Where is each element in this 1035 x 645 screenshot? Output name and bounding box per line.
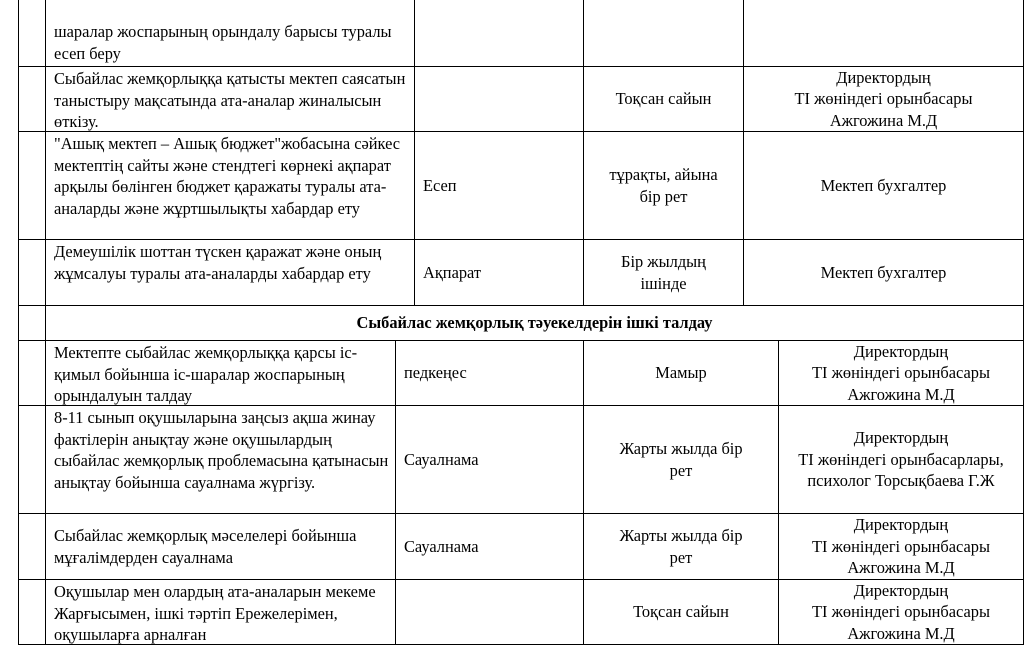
period-text: Тоқсан сайын — [633, 602, 729, 622]
period-line: рет — [669, 547, 693, 567]
form-cell — [396, 406, 584, 513]
activity-cell — [46, 514, 396, 579]
responsible-line: Ажгожина М.Д — [847, 384, 955, 404]
responsible-line: Ажгожина М.Д — [829, 110, 938, 130]
responsible-cell — [779, 580, 1023, 644]
responsible-line: Директордың — [853, 580, 949, 600]
form-cell — [396, 514, 584, 579]
period-text: Тоқсан сайын — [615, 89, 712, 109]
activity-cell — [46, 67, 415, 131]
row-number-cell — [19, 406, 46, 513]
period-line: Бір жылдың — [621, 252, 706, 271]
period-cell — [584, 240, 744, 305]
responsible-line: Директордың — [836, 67, 931, 87]
row-number-cell — [19, 67, 46, 131]
table-row — [18, 67, 1024, 132]
row-number-cell — [19, 341, 46, 405]
responsible-line: ТІ жөніндегі орынбасары — [812, 602, 990, 622]
period-line: Жарты жылда бір — [619, 526, 743, 545]
responsible-line: Мектеп бухгалтер — [820, 262, 947, 282]
activity-text: Демеушілік шоттан түскен қаражат және оның жұмсалуы туралы ата-аналарды хабардар ету — [54, 242, 382, 283]
form-text: Ақпарат — [423, 262, 482, 282]
responsible-cell — [744, 132, 1023, 239]
row-number-cell — [19, 132, 46, 239]
section-title — [46, 306, 1023, 340]
responsible-line: психолог Торсықбаева Г.Ж — [807, 471, 995, 491]
activity-cell — [46, 580, 396, 644]
activity-text: Сыбайлас жемқорлыққа қатысты мектеп саясатын таныстыру мақсатында ата-аналар жиналысын өткізу. — [54, 69, 406, 131]
period-line: Жарты жылда бір — [619, 439, 743, 458]
activity-text: Мектепте сыбайлас жемқорлыққа қарсы іс-қимыл бойынша іс-шаралар жоспарының орындалуын талдау — [54, 343, 358, 405]
table-row — [18, 240, 1024, 306]
responsible-line: Директордың — [853, 428, 949, 448]
table-row — [18, 0, 1024, 67]
period-cell — [584, 341, 779, 405]
period-line: бір рет — [639, 186, 688, 206]
activity-text: Оқушылар мен олардың ата-аналарын мекеме Жарғысымен, ішкі тәртіп Ережелерімен, оқушыларға арналған — [54, 582, 376, 644]
row-number-cell — [19, 306, 46, 340]
row-number-cell — [19, 514, 46, 579]
responsible-line: ТІ жөніндегі орынбасары — [812, 363, 990, 383]
activity-text: шаралар жоспарының орындалу барысы туралы есеп беру — [54, 22, 392, 63]
form-text: Сауалнама — [404, 536, 479, 556]
row-number-cell — [19, 240, 46, 305]
responsible-cell — [744, 240, 1023, 305]
period-cell — [584, 406, 779, 513]
activity-text: "Ашық мектеп – Ашық бюджет"жобасына сәйкес мектептің сайты және стендтегі көрнекі ақпарат арқылы бөлінген бюджет қаражаты туралы ата-аналарды және жұртшылықты хабардар ету — [54, 134, 401, 218]
row-number-cell — [19, 580, 46, 644]
section-header-row — [18, 306, 1024, 341]
period-line: рет — [669, 460, 693, 480]
period-cell — [584, 0, 744, 66]
form-cell — [415, 67, 584, 131]
form-cell — [415, 240, 584, 305]
row-number-cell — [19, 0, 46, 66]
section-title-text: Сыбайлас жемқорлық тәуекелдерін ішкі талдау — [356, 313, 713, 333]
responsible-line: Директордың — [853, 515, 949, 535]
activity-cell — [46, 132, 415, 239]
period-cell — [584, 132, 744, 239]
responsible-cell — [779, 514, 1023, 579]
table-row — [18, 580, 1024, 645]
activity-cell — [46, 0, 415, 66]
table-row — [18, 514, 1024, 580]
form-cell — [415, 0, 584, 66]
activity-text: 8-11 сынып оқушыларына заңсыз ақша жинау фактілерін анықтау және оқушылардың сыбайлас жемқорлық проблемасына қатынасын анықтау бойынша сауалнама жүргізу. — [54, 408, 389, 492]
activity-text: Сыбайлас жемқорлық мәселелері бойынша мұғалімдерден сауалнама — [54, 526, 357, 567]
period-line: тұрақты, айына — [609, 165, 718, 184]
plan-table — [18, 0, 1024, 645]
responsible-cell — [779, 406, 1023, 513]
responsible-line: Ажгожина М.Д — [847, 558, 955, 578]
responsible-line: ТІ жөніндегі орынбасары — [794, 89, 973, 109]
activity-cell — [46, 240, 415, 305]
form-text: педкеңес — [404, 363, 467, 383]
activity-cell — [46, 406, 396, 513]
responsible-line: Ажгожина М.Д — [847, 623, 955, 643]
responsible-line: ТІ жөніндегі орынбасары — [812, 536, 990, 556]
form-text: Сауалнама — [404, 449, 479, 469]
period-cell — [584, 580, 779, 644]
responsible-line: ТІ жөніндегі орынбасарлары, — [798, 449, 1004, 469]
table-row — [18, 406, 1024, 514]
form-cell — [396, 580, 584, 644]
form-cell — [415, 132, 584, 239]
activity-cell — [46, 341, 396, 405]
form-text: Есеп — [423, 175, 457, 195]
responsible-cell — [744, 0, 1023, 66]
responsible-line: Мектеп бухгалтер — [820, 175, 947, 195]
period-cell — [584, 67, 744, 131]
table-row — [18, 341, 1024, 406]
period-line: ішінде — [640, 273, 687, 293]
period-text: Мамыр — [655, 363, 707, 383]
responsible-cell — [779, 341, 1023, 405]
period-cell — [584, 514, 779, 579]
responsible-line: Директордың — [853, 341, 949, 361]
table-row — [18, 132, 1024, 240]
responsible-cell — [744, 67, 1023, 131]
form-cell — [396, 341, 584, 405]
